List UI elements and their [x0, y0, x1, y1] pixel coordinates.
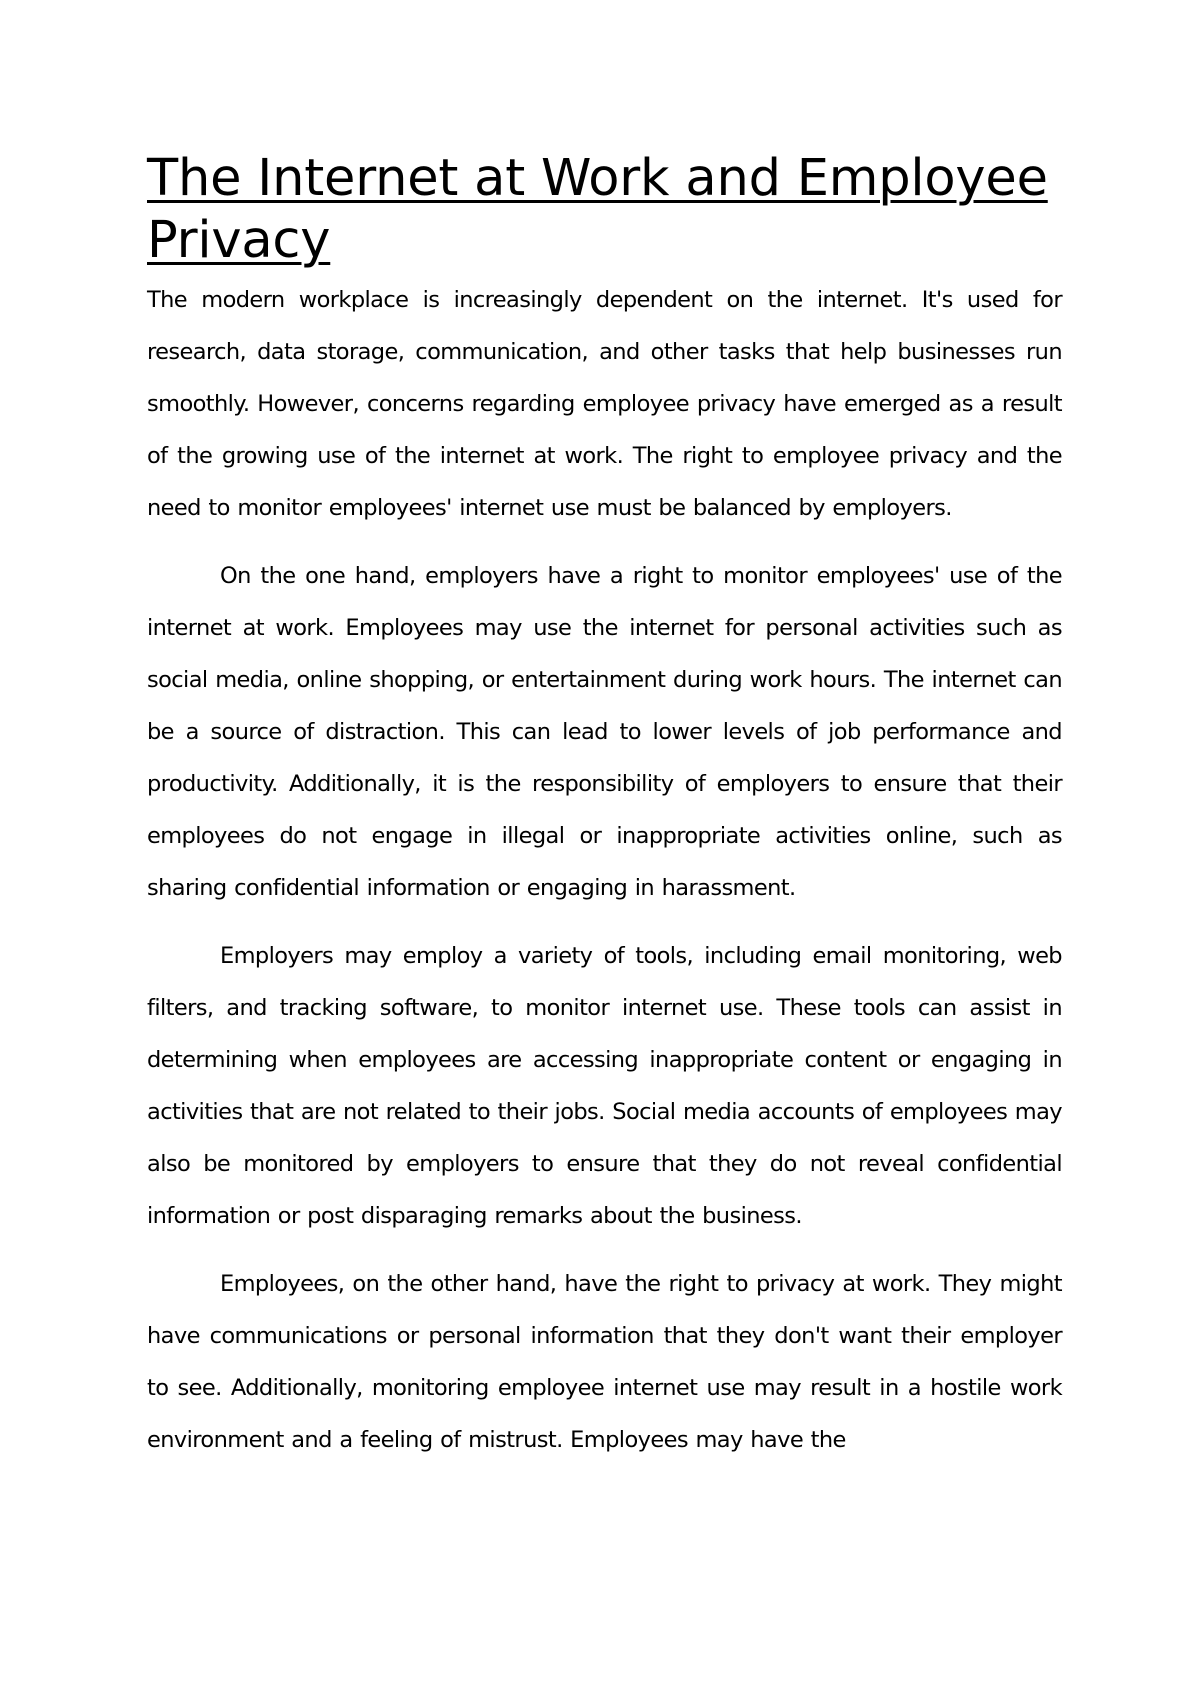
paragraph-spacer: [147, 534, 1062, 550]
paragraph-3: Employers may employ a variety of tools, including email monitoring, web filters, and tracking software, to monitor internet use. These tools can assist in determining when employees are accessing inappropriate content or engaging in activities that are not related to their jobs. Social media accounts of employees may also be monitored by employers to ensure that they do not reveal confidential information or post disparaging remarks about the business.: [147, 943, 1062, 1229]
document-body: [147, 148, 1062, 1466]
paragraph-2: On the one hand, employers have a right to monitor employees' use of the internet at work. Employees may use the internet for personal activities such as social media, online shopping, or entertainment during work hours. The internet can be a source of distraction. This can lead to lower levels of job performance and productivity. Additionally, it is the responsibility of employers to ensure that their employees do not engage in illegal or inappropriate activities online, such as sharing confidential information or engaging in harassment.: [147, 563, 1062, 901]
document-title: The Internet at Work and Employee Privacy: [147, 149, 1048, 270]
paragraph-4: Employees, on the other hand, have the right to privacy at work. They might have communications or personal information that they don't want their employer to see. Additionally, monitoring employee internet use may result in a hostile work environment and a feeling of mistrust. Employees may have the: [147, 1271, 1062, 1453]
paragraph-1: The modern workplace is increasingly dependent on the internet. It's used for research, data storage, communication, and other tasks that help businesses run smoothly. However, concerns regarding employee privacy have emerged as a result of the growing use of the internet at work. The right to employee privacy and the need to monitor employees' internet use must be balanced by employers.: [147, 287, 1062, 521]
paragraph-spacer: [147, 914, 1062, 930]
paragraph-spacer: [147, 1242, 1062, 1258]
